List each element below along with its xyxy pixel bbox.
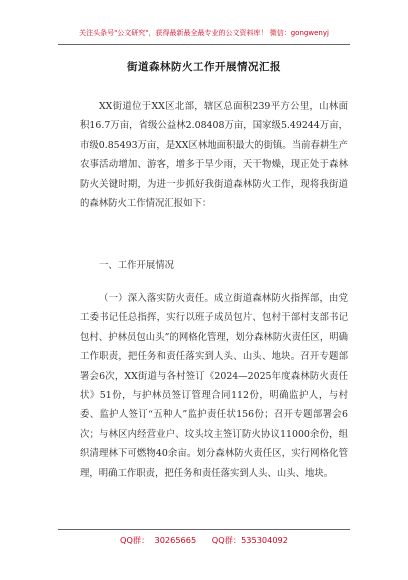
section-paragraph: （一）深入落实防火责任。成立街道森林防火指挥部，由党工委书记任总指挥，实行以班子成员包片、包村干部村支部书记包村、护林员包山头”的网格化管理，划分森林防火责任区，明确工作职责，把任务和责任落实到人头、山头、地块。召开专题部署会6次，XX街道与各村签订《2024—2025年度森林防火责任状》51份，与护林员签订管理合同112份，明确监护人，与村委、监护人签订“五种人”监护责任状156份；召开专题部署会6次；与林区内经营业户、坟头坟主签订防火协议11000余份，组织清理林下可燃物40余亩。划分森林防火责任区，实行网格化管理，明确工作职责，把任务和责任落实到人头、山头、地块。 bbox=[80, 293, 348, 479]
header-divider bbox=[58, 44, 350, 45]
header-banner: 关注头条号"公文研究"，获得最新最全最专业的公文资料库！ 微信：gongwenyj bbox=[79, 29, 329, 37]
section-heading: 一、工作开展情况 bbox=[99, 260, 175, 271]
footer-divider bbox=[58, 529, 350, 530]
footer-contact: QQ群： 30265665 QQ群：535304092 bbox=[120, 535, 288, 545]
intro-paragraph: XX街道位于XX区北部，辖区总面积239平方公里，山林面积16.7万亩，省级公益林2.08408万亩，国家级5.49244万亩，市级0.85493万亩，是XX区林地面积最大的街镇。当前春耕生产农事活动增加、游客，增多于旱少雨，天干物燥，现正处于森林防火关键时期，为进一步抓好我街道森林防火工作，现将我街道的森林防火工作情况汇报如下： bbox=[80, 101, 348, 210]
document-title: 街道森林防火工作开展情况汇报 bbox=[127, 61, 281, 73]
